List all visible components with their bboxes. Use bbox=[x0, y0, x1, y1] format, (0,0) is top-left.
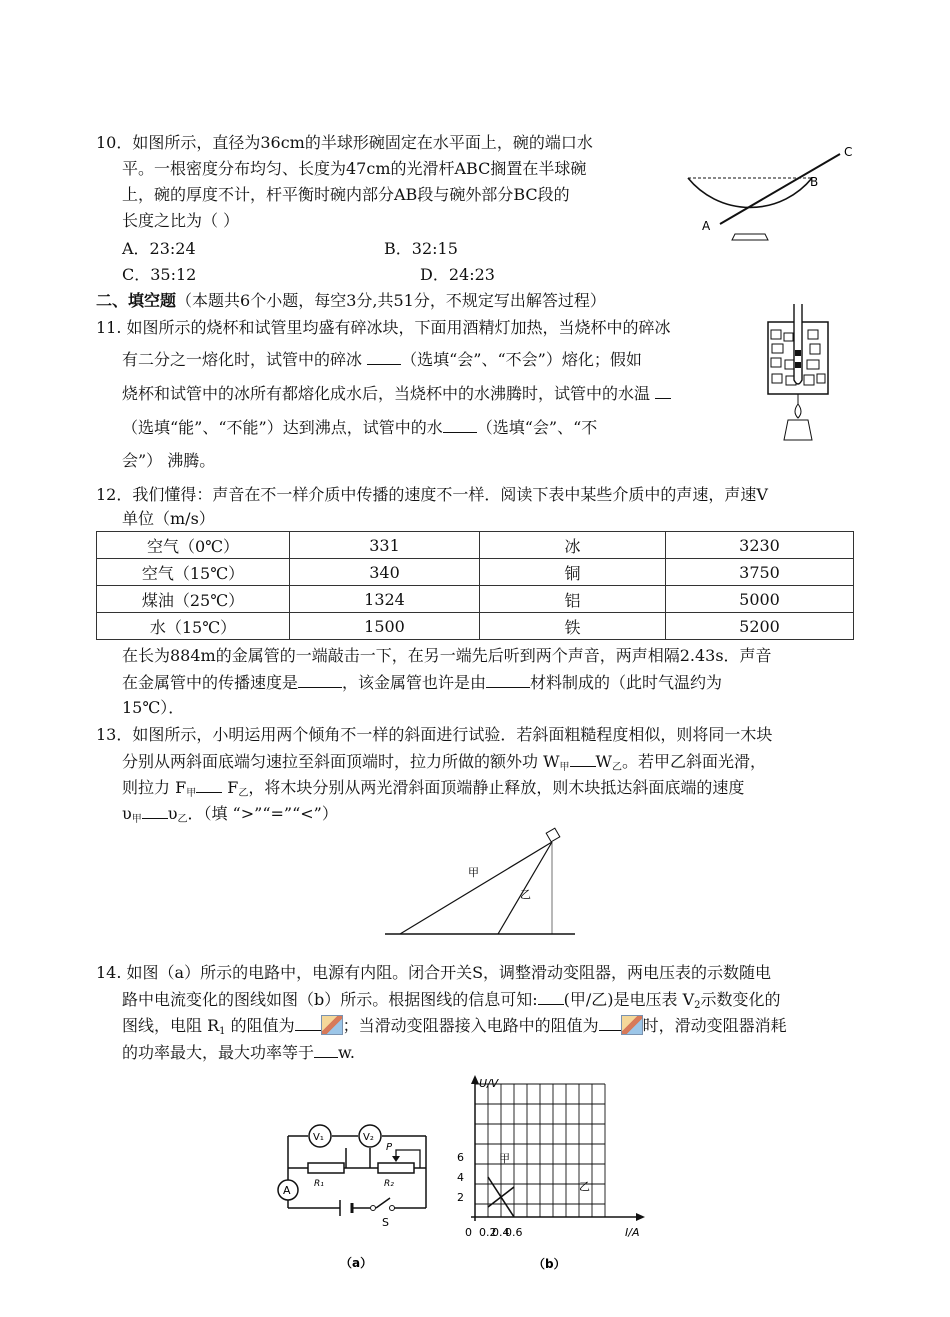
y-axis-label: U/V bbox=[479, 1077, 499, 1090]
q14-line-2b: (甲/乙)是电压表 V bbox=[563, 990, 695, 1009]
q12-after-2b: ，该金属管也许是由 bbox=[342, 673, 487, 692]
voltage-current-graph bbox=[445, 1075, 660, 1275]
bowl-base bbox=[732, 234, 768, 240]
label-c: C bbox=[844, 145, 853, 159]
q12-after-2 bbox=[122, 671, 722, 694]
q12-line-2: 单位（m/s） bbox=[122, 509, 215, 528]
medium-cell: 铝 bbox=[480, 586, 666, 613]
q13-line-2b: W bbox=[595, 752, 612, 771]
q14-blank-3[interactable] bbox=[599, 1014, 621, 1031]
q11-blank-2[interactable] bbox=[655, 382, 671, 399]
q12-after-2c: 材料制成的（此时气温约为 bbox=[530, 673, 723, 692]
label-yi: 乙 bbox=[520, 888, 531, 901]
q11-blank-1[interactable] bbox=[367, 348, 401, 365]
caption-a: （a） bbox=[340, 1256, 373, 1270]
subscript-1: 1 bbox=[219, 1026, 226, 1037]
q11-line-2 bbox=[122, 348, 642, 371]
q14-blank-4[interactable] bbox=[314, 1041, 338, 1058]
q13-line-4a: υ bbox=[122, 804, 132, 823]
q14-line-4 bbox=[122, 1041, 355, 1064]
speed-cell: 3230 bbox=[666, 532, 854, 559]
image-placeholder-icon bbox=[621, 1015, 643, 1035]
q14-line-1: 14. 如图（a）所示的电路中，电源有内阻。闭合开关S，调整滑动变阻器，两电压表的示数随电 bbox=[96, 963, 772, 982]
medium-cell: 空气（0℃） bbox=[97, 532, 290, 559]
line-label-yi: 乙 bbox=[579, 1180, 590, 1193]
speed-cell: 331 bbox=[290, 532, 480, 559]
label-r2: R₂ bbox=[384, 1179, 394, 1189]
q10-option-a: A．23:24 bbox=[122, 239, 196, 258]
q12-line-1: 12．我们懂得：声音在不一样介质中传播的速度不一样．阅读下表中某些介质中的声速，声速V bbox=[96, 485, 768, 504]
y-tick-label: 2 bbox=[457, 1191, 464, 1204]
x-tick-label: 0.2 bbox=[479, 1226, 497, 1239]
subscript-yi: 乙 bbox=[177, 814, 188, 825]
q13-line-1: 13．如图所示，小明运用两个倾角不一样的斜面进行试验．若斜面粗糙程度相似，则将同一木块 bbox=[96, 725, 773, 744]
subscript-yi: 乙 bbox=[238, 788, 249, 799]
q11-line-3 bbox=[122, 382, 671, 405]
line-label-jia: 甲 bbox=[499, 1152, 510, 1165]
label-switch: S bbox=[382, 1216, 389, 1229]
bowl-curve bbox=[688, 178, 812, 207]
q11-line-2a: 有二分之一熔化时，试管中的碎冰 bbox=[122, 350, 368, 369]
y-axis-arrow-icon bbox=[471, 1075, 479, 1084]
subscript-jia: 甲 bbox=[131, 814, 142, 825]
q13-line-4b: υ bbox=[167, 804, 178, 823]
q10-line-4: 长度之比为（ ） bbox=[122, 211, 240, 230]
subscript-yi: 乙 bbox=[612, 762, 622, 773]
alcohol-lamp bbox=[784, 420, 812, 440]
label-b: B bbox=[810, 175, 819, 189]
medium-cell: 空气（15℃） bbox=[97, 559, 290, 586]
q12-after-3: 15℃）． bbox=[122, 698, 185, 717]
q14-blank-1[interactable] bbox=[538, 988, 564, 1005]
wood-block bbox=[546, 828, 560, 842]
test-tube bbox=[794, 304, 802, 384]
label-v1: V₁ bbox=[313, 1132, 324, 1143]
q10-line-2: 平。一根密度分布均匀、长度为47cm的光滑杆ABC搁置在半球碗 bbox=[122, 159, 587, 178]
q10-line-1: 10．如图所示，直径为36cm的半球形碗固定在水平面上，碗的端口水 bbox=[96, 133, 593, 152]
medium-cell: 冰 bbox=[480, 532, 666, 559]
label-p: P bbox=[386, 1142, 393, 1153]
q14-blank-2[interactable] bbox=[295, 1014, 321, 1031]
q14-line-2c: 示数变化的 bbox=[700, 990, 781, 1009]
medium-cell: 煤油（25℃） bbox=[97, 586, 290, 613]
q11-line-5: 会”） 沸腾。 bbox=[122, 451, 216, 470]
graph-grid bbox=[475, 1084, 605, 1217]
q10-option-d: D．24:23 bbox=[420, 265, 495, 284]
speed-cell: 3750 bbox=[666, 559, 854, 586]
y-tick-label: 6 bbox=[457, 1151, 464, 1164]
medium-cell: 铁 bbox=[480, 613, 666, 640]
q12-after-2a: 在金属管中的传播速度是 bbox=[122, 673, 299, 692]
flame bbox=[795, 404, 801, 418]
label-ammeter: A bbox=[283, 1184, 291, 1197]
table-row bbox=[97, 559, 854, 586]
q14-line-3c: ；当滑动变阻器接入电路中的阻值为 bbox=[342, 1016, 599, 1035]
speed-cell: 5200 bbox=[666, 613, 854, 640]
q14-line-3d: 时，滑动变阻器消耗 bbox=[642, 1016, 787, 1035]
speed-cell: 1500 bbox=[290, 613, 480, 640]
q12-blank-2[interactable] bbox=[486, 671, 530, 688]
q14-line-3b: 的阻值为 bbox=[225, 1016, 295, 1035]
q14-line-2 bbox=[122, 988, 781, 1017]
q12-blank-1[interactable] bbox=[298, 671, 342, 688]
q14-line-3 bbox=[122, 1014, 787, 1043]
subscript-jia: 甲 bbox=[559, 762, 570, 773]
incline-figure bbox=[380, 820, 580, 940]
rod-abc bbox=[720, 154, 840, 224]
section-2-title: 二、填空题 bbox=[96, 291, 177, 310]
slider-arrow[interactable] bbox=[392, 1156, 400, 1162]
q14-line-2a: 路中电流变化的图线如图（b）所示。根据图线的信息可知: bbox=[122, 990, 538, 1009]
caption-b: （b） bbox=[533, 1257, 566, 1271]
medium-cell: 水（15℃） bbox=[97, 613, 290, 640]
rheostat-r2 bbox=[378, 1163, 414, 1173]
q11-blank-3[interactable] bbox=[443, 416, 477, 433]
subscript-jia: 甲 bbox=[186, 788, 197, 799]
x-tick-label: 0.4 bbox=[492, 1226, 510, 1239]
table-row bbox=[97, 532, 854, 559]
label-a: A bbox=[702, 219, 711, 233]
q11-line-2b: （选填“会”、“不会”）熔化；假如 bbox=[401, 350, 642, 369]
q11-line-1: 11. 如图所示的烧杯和试管里均盛有碎冰块，下面用酒精灯加热，当烧杯中的碎冰 bbox=[96, 318, 671, 337]
q11-line-4b: （选填“会”、“不 bbox=[476, 418, 598, 437]
sound-speed-table bbox=[96, 531, 854, 640]
medium-cell: 铜 bbox=[480, 559, 666, 586]
q11-line-3a: 烧杯和试管中的冰所有都熔化成水后，当烧杯中的水沸腾时，试管中的水温 bbox=[122, 384, 656, 403]
label-r1: R₁ bbox=[314, 1179, 324, 1189]
q14-line-4a: 的功率最大，最大功率等于 bbox=[122, 1043, 315, 1062]
q13-line-4 bbox=[122, 802, 338, 831]
q13-line-3c: ，将木块分别从两光滑斜面顶端静止释放，则木块抵达斜面底端的速度 bbox=[248, 778, 745, 797]
switch-pivot bbox=[371, 1206, 376, 1211]
q13-line-4c: ．（填 “>”“=”“<”） bbox=[187, 804, 338, 823]
resistor-r1 bbox=[308, 1163, 344, 1173]
q12-after-1: 在长为884m的金属管的一端敲击一下，在另一端先后听到两个声音，两声相隔2.43s．声音 bbox=[122, 646, 772, 665]
q14-line-4b: w. bbox=[338, 1043, 355, 1062]
table-row bbox=[97, 613, 854, 640]
q11-line-4a: （选填“能”、“不能”）达到沸点，试管中的水 bbox=[122, 418, 443, 437]
image-placeholder-icon bbox=[321, 1015, 343, 1035]
q13-blank-2[interactable] bbox=[196, 776, 222, 793]
circuit-diagram bbox=[270, 1110, 440, 1275]
subscript-2: 2 bbox=[694, 1000, 701, 1011]
y-tick-label: 4 bbox=[457, 1171, 464, 1184]
speed-cell: 5000 bbox=[666, 586, 854, 613]
q10-option-c: C．35:12 bbox=[122, 265, 197, 284]
section-2-note: （本题共6个小题，每空3分,共51分，不规定写出解答过程） bbox=[176, 291, 606, 310]
q13-line-2a: 分别从两斜面底端匀速拉至斜面顶端时，拉力所做的额外功 W bbox=[122, 752, 560, 771]
beaker-test-tube-figure bbox=[762, 300, 834, 444]
label-jia: 甲 bbox=[468, 866, 479, 879]
q13-line-2 bbox=[122, 750, 766, 779]
x-tick-label: 0.6 bbox=[505, 1226, 523, 1239]
q13-line-3a: 则拉力 F bbox=[122, 778, 187, 797]
q13-line-3 bbox=[122, 776, 744, 805]
q13-line-2c: 。若甲乙斜面光滑， bbox=[622, 752, 767, 771]
origin-label: 0 bbox=[465, 1226, 472, 1239]
q13-blank-1[interactable] bbox=[570, 750, 596, 767]
table-row bbox=[97, 586, 854, 613]
bowl-rod-figure bbox=[680, 140, 860, 250]
speed-cell: 1324 bbox=[290, 586, 480, 613]
label-v2: V₂ bbox=[363, 1132, 374, 1143]
q14-line-3a: 图线，电阻 R bbox=[122, 1016, 220, 1035]
q10-line-3: 上，碗的厚度不计，杆平衡时碗内部分AB段与碗外部分BC段的 bbox=[122, 185, 570, 204]
switch-contact[interactable] bbox=[390, 1206, 395, 1211]
q13-blank-3[interactable] bbox=[142, 802, 168, 819]
q13-line-3b: F bbox=[222, 778, 239, 797]
x-axis-arrow-icon bbox=[636, 1213, 645, 1221]
section-2-heading bbox=[96, 290, 606, 312]
q10-option-b: B．32:15 bbox=[384, 239, 458, 258]
q11-line-4 bbox=[122, 416, 597, 439]
speed-cell: 340 bbox=[290, 559, 480, 586]
x-axis-label: I/A bbox=[625, 1226, 640, 1239]
